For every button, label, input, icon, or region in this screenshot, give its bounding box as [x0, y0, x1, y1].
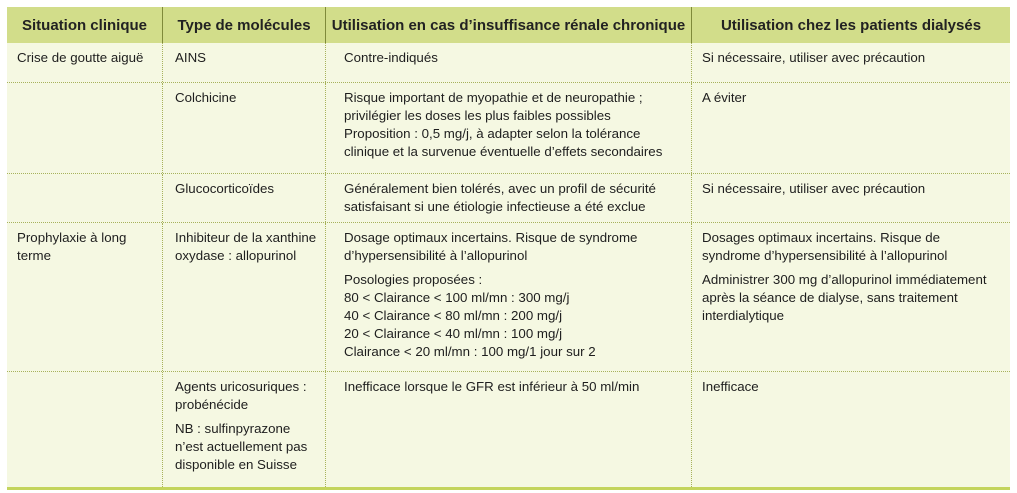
cell-line: Si nécessaire, utiliser avec précaution	[702, 181, 926, 196]
table-row	[7, 43, 1010, 83]
cell-line: Clairance < 20 ml/mn : 100 mg/1 jour sur 2	[344, 344, 596, 359]
cell-line: d’hypersensibilité à l’allopurinol	[344, 248, 528, 263]
cell-line: Dosage optimaux incertains. Risque de syndrome	[344, 230, 638, 245]
cell-line: Contre-indiqués	[344, 50, 438, 65]
dialysis-administration-block	[702, 271, 1006, 325]
cell-irc	[325, 372, 691, 487]
cell-situation	[7, 223, 162, 371]
cell-line: Crise de goutte aiguë	[17, 50, 144, 65]
header-renal-insufficiency-use: Utilisation en cas d’insuffisance rénale chronique	[325, 7, 691, 43]
cell-line: NB : sulfinpyrazone	[175, 421, 291, 436]
cell-line: disponible en Suisse	[175, 457, 297, 472]
nb-note-block	[175, 420, 323, 474]
cell-line: probénécide	[175, 397, 249, 412]
cell-situation	[7, 83, 162, 173]
cell-line: Posologies proposées :	[344, 272, 483, 287]
cell-line: privilégier les doses les plus faibles possibles	[344, 108, 611, 123]
table-row	[7, 223, 1010, 372]
cell-line: A éviter	[702, 90, 747, 105]
cell-line: Inefficace lorsque le GFR est inférieur à 50 ml/min	[344, 379, 640, 394]
cell-dialyse	[691, 174, 1010, 222]
cell-line: après la séance de dialyse, sans traitement	[702, 290, 958, 305]
cell-dialyse	[691, 83, 1010, 173]
cell-line: Généralement bien tolérés, avec un profil de sécurité	[344, 181, 656, 196]
cell-line: 80 < Clairance < 100 ml/mn : 300 mg/j	[344, 290, 570, 305]
cell-line: n’est actuellement pas	[175, 439, 308, 454]
cell-irc	[325, 83, 691, 173]
cell-line: oxydase : allopurinol	[175, 248, 297, 263]
cell-line: 40 < Clairance < 80 ml/mn : 200 mg/j	[344, 308, 563, 323]
cell-line: Inefficace	[702, 379, 759, 394]
cell-irc	[325, 174, 691, 222]
cell-line: Dosages optimaux incertains. Risque de	[702, 230, 940, 245]
table-row	[7, 174, 1010, 223]
cell-line: Risque important de myopathie et de neuropathie ;	[344, 90, 643, 105]
cell-dialyse	[691, 43, 1010, 82]
cell-line: Si nécessaire, utiliser avec précaution	[702, 50, 926, 65]
header-molecule-type: Type de molécules	[162, 7, 325, 43]
cell-line: Inhibiteur de la xanthine	[175, 230, 317, 245]
table-row	[7, 372, 1010, 487]
header-situation: Situation clinique	[21, 16, 147, 34]
cell-dialyse	[691, 223, 1010, 371]
cell-line: clinique et la survenue éventuelle d’effets secondaires	[344, 144, 663, 159]
cell-line: interdialytique	[702, 308, 785, 323]
clinical-table	[7, 7, 1010, 490]
cell-line: satisfaisant si une étiologie infectieuse a été exclue	[344, 199, 646, 214]
cell-situation	[7, 43, 162, 82]
cell-line: Prophylaxie à long	[17, 230, 127, 245]
cell-irc	[325, 43, 691, 82]
cell-line: syndrome d’hypersensibilité à l’allopurinol	[702, 248, 948, 263]
cell-situation	[7, 372, 162, 487]
cell-line: Agents uricosuriques :	[175, 379, 307, 394]
cell-dialyse	[691, 372, 1010, 487]
cell-line: AINS	[175, 50, 207, 65]
cell-irc	[325, 223, 691, 371]
header-dialysis-use: Utilisation chez les patients dialysés	[691, 7, 1010, 43]
posologies-block	[344, 271, 687, 361]
table-row	[7, 83, 1010, 174]
cell-line: Glucocorticoïdes	[175, 181, 275, 196]
cell-line: Proposition : 0,5 mg/j, à adapter selon la tolérance	[344, 126, 641, 141]
cell-molecule	[162, 223, 325, 371]
cell-line: Colchicine	[175, 90, 237, 105]
cell-molecule	[162, 372, 325, 487]
cell-line: terme	[17, 248, 51, 263]
cell-situation	[7, 174, 162, 222]
cell-line: 20 < Clairance < 40 ml/mn : 100 mg/j	[344, 326, 563, 341]
table-header	[7, 7, 1010, 43]
cell-molecule	[162, 43, 325, 82]
cell-molecule	[162, 174, 325, 222]
cell-molecule	[162, 83, 325, 173]
cell-line: Administrer 300 mg d’allopurinol immédiatement	[702, 272, 987, 287]
